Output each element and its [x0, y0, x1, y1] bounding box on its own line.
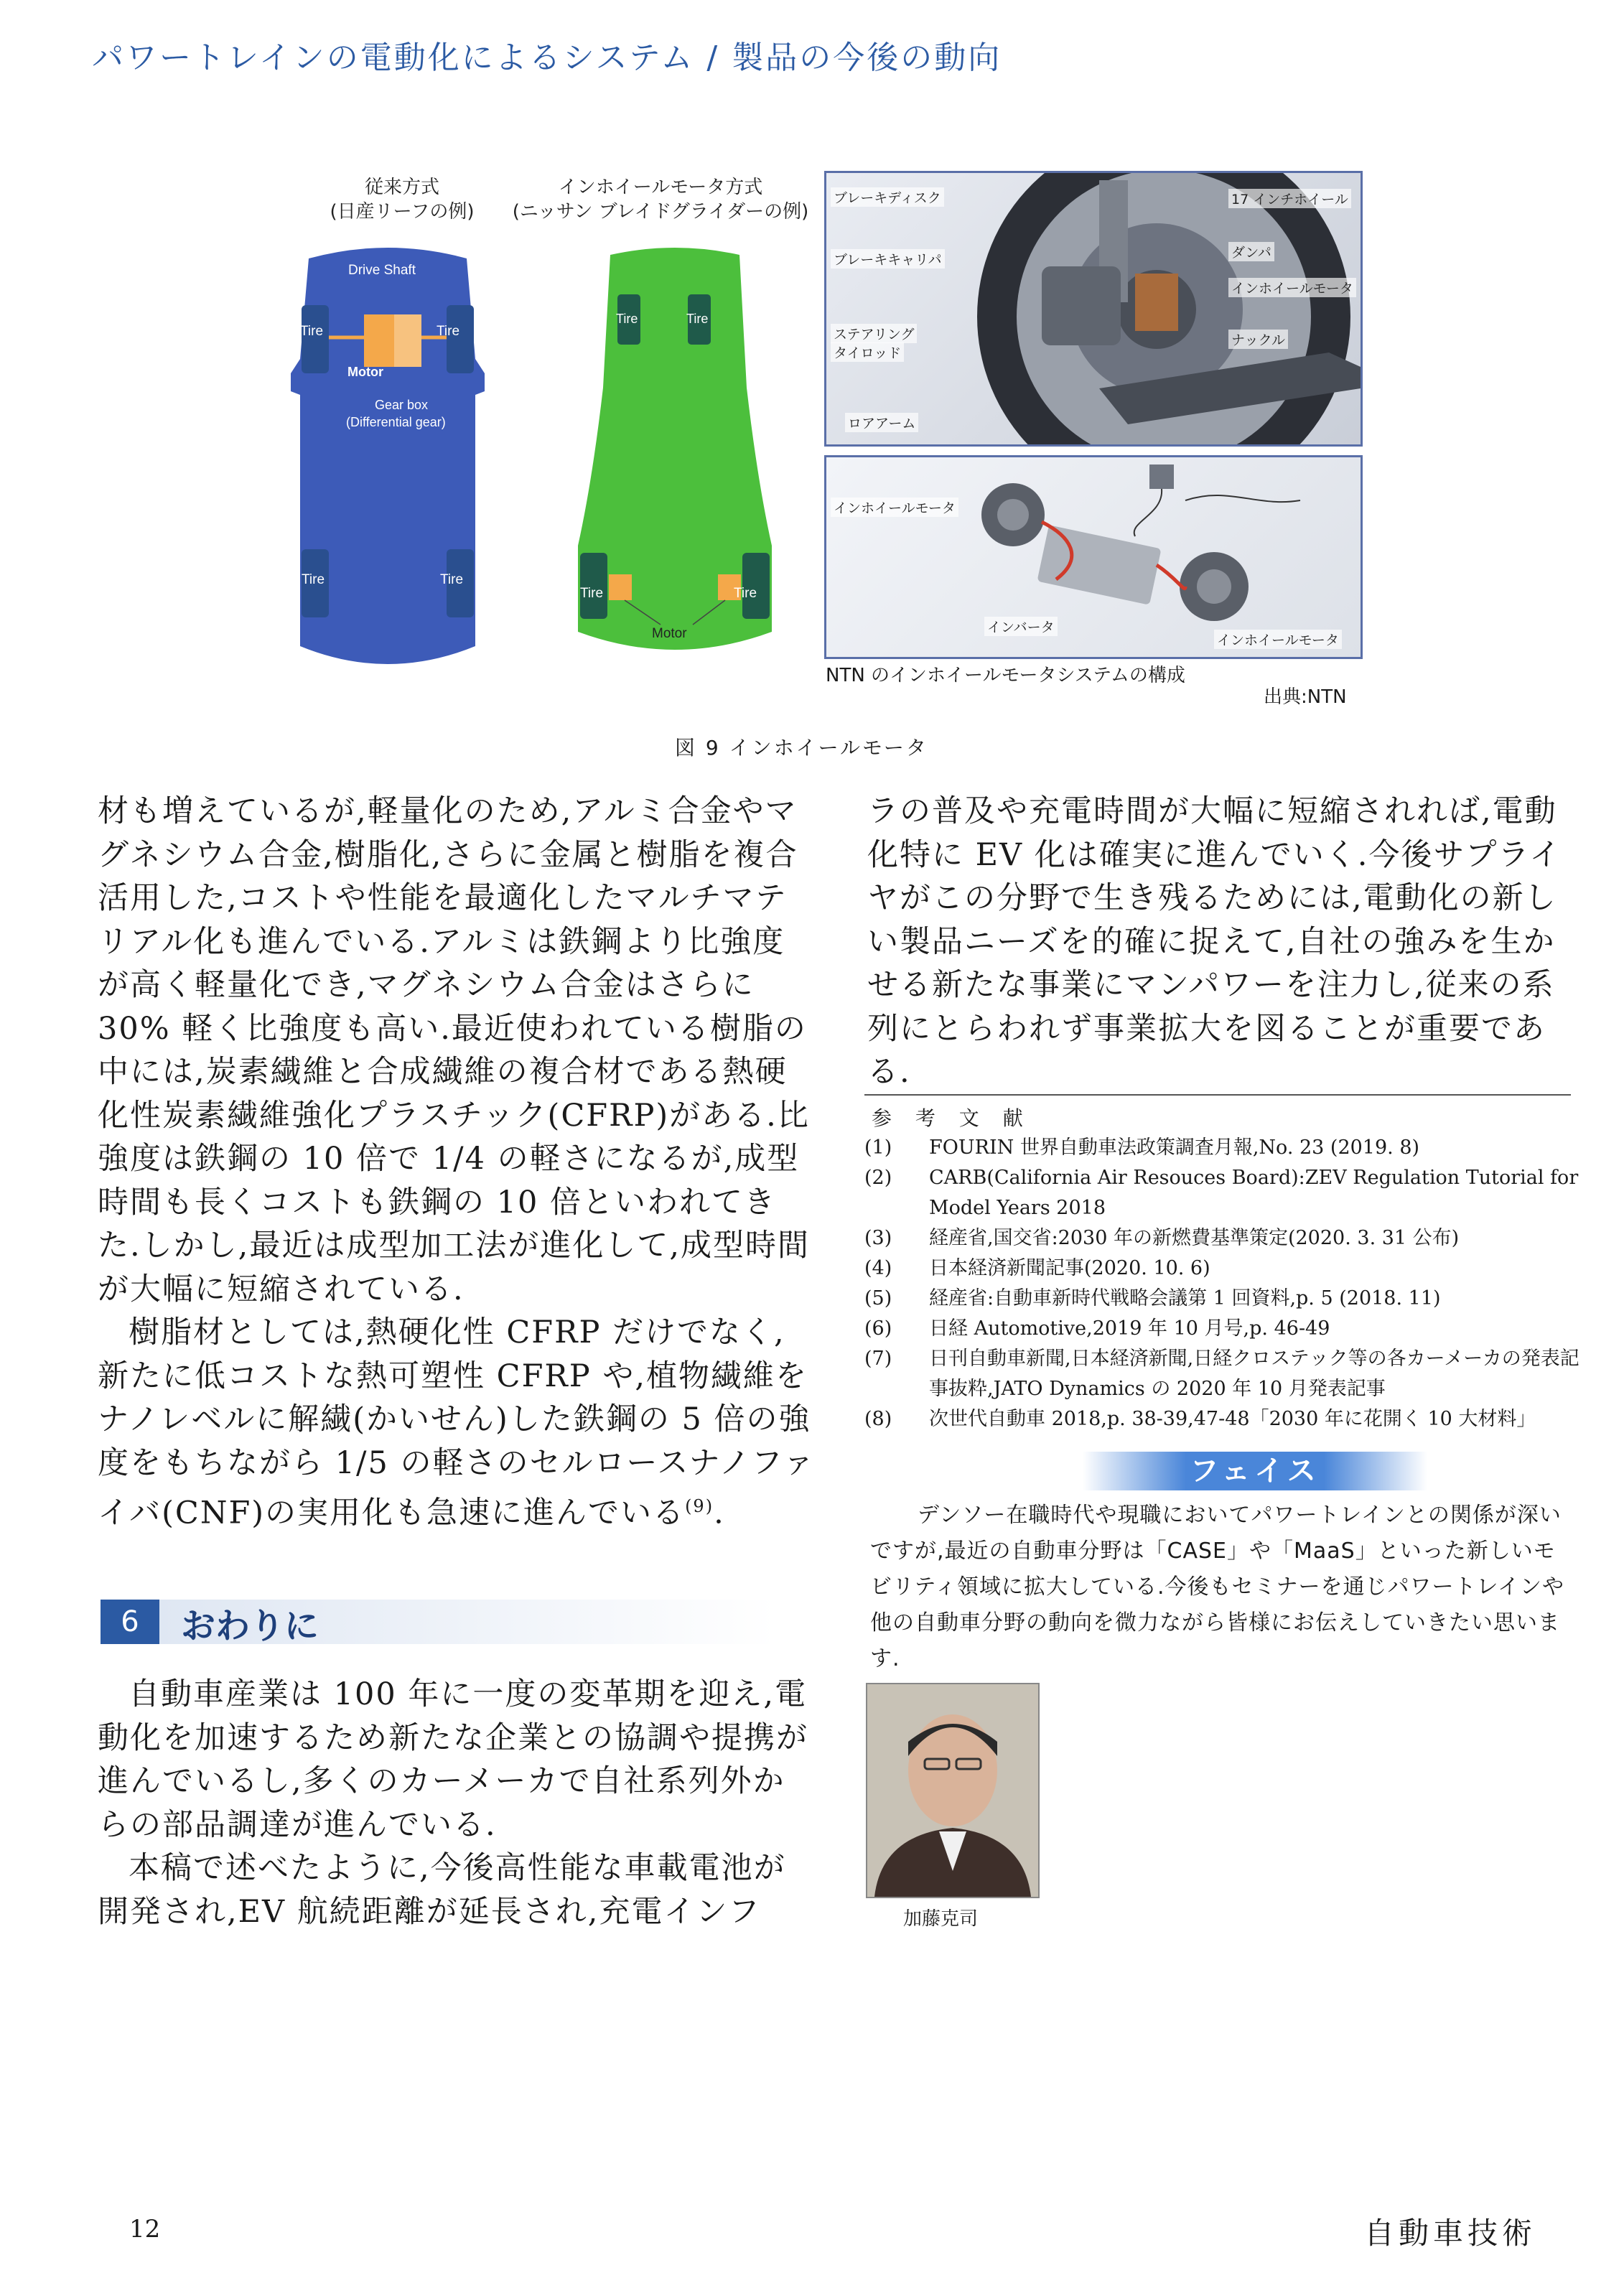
section-title: おわりに [181, 1606, 319, 1646]
reference-text: 経産省:自動車新時代戦略会議第 1 回資料,p. 5 (2018. 11) [929, 1287, 1441, 1310]
reference-item [864, 1223, 1582, 1254]
journal-name: 自動車技術 [1364, 2216, 1537, 2251]
running-header: パワートレインの電動化によるシステム / 製品の今後の動向 [92, 39, 1002, 76]
body-right-column [867, 790, 1571, 1094]
references-rule [864, 1094, 1571, 1096]
author-portrait [866, 1683, 1040, 1898]
paragraph-resin [98, 1311, 816, 1535]
green-tire-text-fl: Tire [616, 312, 638, 326]
inwheel-label-line1: インホイールモータ方式 [558, 177, 763, 198]
label-steering: ステアリング [831, 324, 917, 343]
drive-shaft-text: Drive Shaft [348, 263, 416, 278]
tire-text-rr: Tire [440, 572, 464, 587]
label-inverter: インバータ [984, 617, 1058, 636]
motor-block [364, 347, 394, 367]
face-text: デンソー在職時代や現職においてパワートレインとの関係が深いですが,最近の自動車分野は「CASE」や「MaaS」といった新しいモビリティ領域に拡大している.今後もセミナーを通じパワートレインや他の自動車分野の動向を微力ながら皆様にお伝えしていきたい思います. [870, 1503, 1565, 1671]
differential-text: (Differential gear) [346, 415, 446, 429]
reference-text: 次世代自動車 2018,p. 38-39,47-48「2030 年に花開く 10 大材料」 [929, 1408, 1536, 1430]
label-damper: ダンパ [1228, 242, 1274, 261]
ntn-caption: NTN のインホイールモータシステムの構成 [826, 665, 1185, 686]
figure-source: 出典:NTN [1264, 686, 1347, 708]
label-17-inch-wheel: 17 インチホイール [1228, 189, 1351, 208]
label-tie-rod: タイロッド [831, 342, 904, 362]
green-tire-text-rl: Tire [580, 586, 604, 601]
reference-marker: (9) [685, 1496, 714, 1516]
inwheel-car-diagram [567, 244, 783, 660]
section-number: 6 [101, 1600, 159, 1644]
body-left-column-bottom [98, 1673, 816, 1933]
reference-item [864, 1404, 1582, 1434]
page-number: 12 [129, 2215, 161, 2244]
green-tire-text-rr: Tire [734, 586, 757, 601]
reference-number: (5) [864, 1287, 892, 1310]
section-heading [101, 1595, 790, 1648]
label-lower-arm: ロアアーム [845, 413, 918, 432]
reference-number: (2) [864, 1167, 892, 1189]
tire-text-fr: Tire [437, 324, 460, 339]
reference-item [864, 1284, 1582, 1314]
reference-item [864, 1344, 1582, 1404]
reference-text: 日経 Automotive,2019 年 10 月号,p. 46-49 [929, 1317, 1330, 1340]
tire-text-fl: Tire [300, 324, 324, 339]
reference-text: 日本経済新聞記事(2020. 10. 6) [929, 1257, 1210, 1279]
reference-number: (6) [864, 1317, 892, 1340]
paragraph-conclusion-2: 本稿で述べたように,今後高性能な車載電池が開発され,EV 航続距離が延長され,充電インフ [98, 1850, 786, 1930]
motor-block-right [394, 314, 421, 367]
reference-text: CARB(California Air Resouces Board):ZEV Regulation Tutorial for Model Years 2018 [929, 1167, 1579, 1219]
paragraph-materials: 材も増えているが,軽量化のため,アルミ合金やマグネシウム合金,樹脂化,さらに金属と樹脂を複合活用した,コストや性能を最適化したマルチマテリアル化も進んでいる.アルミは鉄鋼より比強度が高く軽量化でき,マグネシウム合金はさらに 30% 軽く比強度も高い.最近使われている樹脂の中には,炭素繊維と合成繊維の複合材である熱硬化性炭素繊維強化プラスチック(CFRP)がある.比強度は鉄鋼の 10 倍で 1/4 の軽さになるが,成型時間も長くコストも鉄鋼の 10 倍といわれてきた.しかし,最近は成型加工法が進化して,成型時間が大幅に短縮されている. [98, 793, 811, 1307]
portrait-illustration [867, 1684, 1038, 1897]
wheel-illustration [826, 173, 1361, 444]
ntn-system-photo [824, 455, 1363, 659]
inwheel-label [495, 175, 826, 224]
reference-number: (4) [864, 1257, 892, 1279]
author-name: 加藤克司 [903, 1908, 979, 1930]
paragraph-resin-end: . [714, 1495, 725, 1531]
body-left-column [98, 790, 816, 1535]
reference-text: FOURIN 世界自動車法政策調査月報,No. 23 (2019. 8) [929, 1136, 1420, 1159]
reference-text: 日刊自動車新聞,日本経済新聞,日経クロステック等の各カーメーカの発表記事抜粋,JATO Dynamics の 2020 年 10 月発表記事 [929, 1348, 1579, 1400]
inwheel-label-line2: (ニッサン ブレイドグライダーの例) [512, 201, 809, 223]
system-illustration [826, 457, 1361, 657]
conventional-label [287, 175, 517, 224]
label-motor-right: インホイールモータ [1214, 630, 1342, 649]
references-list [864, 1133, 1582, 1434]
paragraph-conclusion-3: ラの普及や充電時間が大幅に短縮されれば,電動化特に EV 化は確実に進んでいく.今後サプライヤがこの分野で生き残るためには,電動化の新しい製品ニーズを的確に捉えて,自社の強みを生かせる新たな事業にマンパワーを注力し,従来の系列にとらわれず事業拡大を図ることが重要である. [867, 793, 1562, 1090]
reference-text: 経産省,国交省:2030 年の新燃費基準策定(2020. 3. 31 公布) [929, 1227, 1460, 1249]
tire-front-left [302, 305, 329, 373]
motor-text: Motor [347, 365, 383, 379]
conventional-car-diagram [280, 244, 495, 675]
conventional-label-line2: (日産リーフの例) [330, 201, 475, 223]
figure-caption: 図 9 インホイールモータ [675, 736, 928, 760]
green-motor-left [609, 574, 632, 600]
gear-box-text: Gear box [375, 398, 429, 412]
label-in-wheel-motor: インホイールモータ [1228, 278, 1356, 297]
reference-number: (7) [864, 1348, 892, 1370]
paragraph-conclusion-1: 自動車産業は 100 年に一度の変革期を迎え,電動化を加速するため新たな企業との協調や提携が進んでいるし,多くのカーメーカで自社系列外からの部品調達が進んでいる. [98, 1676, 808, 1843]
tire-text-rl: Tire [302, 572, 325, 587]
references-title: 参 考 文 献 [872, 1106, 1032, 1130]
gear-box-block [364, 314, 394, 347]
label-knuckle: ナックル [1228, 330, 1288, 349]
reference-item [864, 1163, 1582, 1223]
reference-item [864, 1254, 1582, 1284]
reference-item [864, 1314, 1582, 1344]
wheel-assembly-photo [824, 171, 1363, 447]
reference-number: (8) [864, 1408, 892, 1430]
face-banner: フェイス [1083, 1452, 1427, 1490]
conventional-label-line1: 従来方式 [364, 177, 439, 198]
green-motor-text: Motor [652, 626, 687, 641]
label-brake-disc: ブレーキディスク [831, 187, 944, 207]
label-motor-left: インホイールモータ [831, 498, 958, 517]
label-brake-caliper: ブレーキキャリパ [831, 249, 945, 269]
reference-number: (1) [864, 1136, 892, 1159]
reference-number: (3) [864, 1227, 892, 1249]
tire-front-right [447, 305, 474, 373]
reference-item [864, 1133, 1582, 1163]
paragraph-resin-text: 樹脂材としては,熱硬化性 CFRP だけでなく,新たに低コストな熱可塑性 CFRP や,植物繊維をナノレベルに解繊(かいせん)した鉄鋼の 5 倍の強度をもちながら 1/5 の軽さのセルロースナノファイバ(CNF)の実用化も急速に進んでいる [98, 1315, 816, 1531]
green-tire-text-fr: Tire [686, 312, 709, 326]
